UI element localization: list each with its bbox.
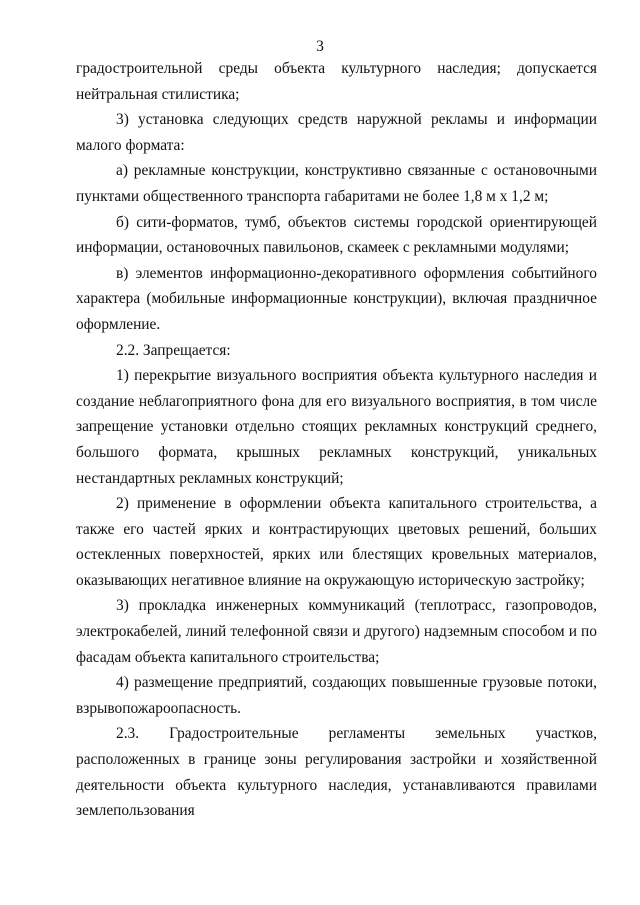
paragraph-prohibition-2: 2) применение в оформлении объекта капитального строительства, а также его частей ярких и контрастирующих цветовых решений, больших остекленных поверхностей, ярких или блестящих кровельных материалов, оказывающих негативное влияние на окружающую историческую застройку; [76,495,597,589]
paragraph-section-2-3: 2.3. Градостроительные регламенты земельных участков, расположенных в границе зоны регулирования застройки и хозяйственной деятельности объекта культурного наследия, устанавливаются правилами землепользования [76,725,597,820]
paragraph-prohibition-3: 3) прокладка инженерных коммуникаций (теплотрасс, газопроводов, электрокабелей, линий телефонной связи и другого) надземным способом и по фасадам объекта капитального строительства; [76,597,597,666]
page-number: 3 [316,38,324,55]
paragraph-subitem-b: б) сити-форматов, тумб, объектов системы городской ориентирующей информации, остановочных павильонов, скамеек с рекламными модулями; [76,213,597,257]
paragraph-continuation: градостроительной среды объекта культурного наследия; допускается нейтральная стилистика; [76,60,597,103]
document-body [76,56,597,824]
paragraph-prohibition-4: 4) размещение предприятий, создающих повышенные грузовые потоки, взрывопожароопасность. [76,674,597,717]
paragraph-subitem-a: а) рекламные конструкции, конструктивно связанные с остановочными пунктами общественного транспорта габаритами не более 1,8 м х 1,2 м; [76,162,597,205]
paragraph-prohibition-1: 1) перекрытие визуального восприятия объекта культурного наследия и создание неблагоприятного фона для его визуального восприятия, в том числе запрещение установки отдельно стоящих рекламных конструкций среднего, большого формата, крышных рекламных конструкций, уникальных нестандартных рекламных конструкций; [76,367,597,487]
section-heading-2-2: 2.2. Запрещается: [116,341,231,359]
paragraph-subitem-v: в) элементов информационно-декоративного оформления событийного характера (мобильные информационные конструкции), включая праздничное оформление. [76,264,597,333]
paragraph-item-3-outdoor-advertising: 3) установка следующих средств наружной рекламы и информации малого формата: [76,111,597,154]
